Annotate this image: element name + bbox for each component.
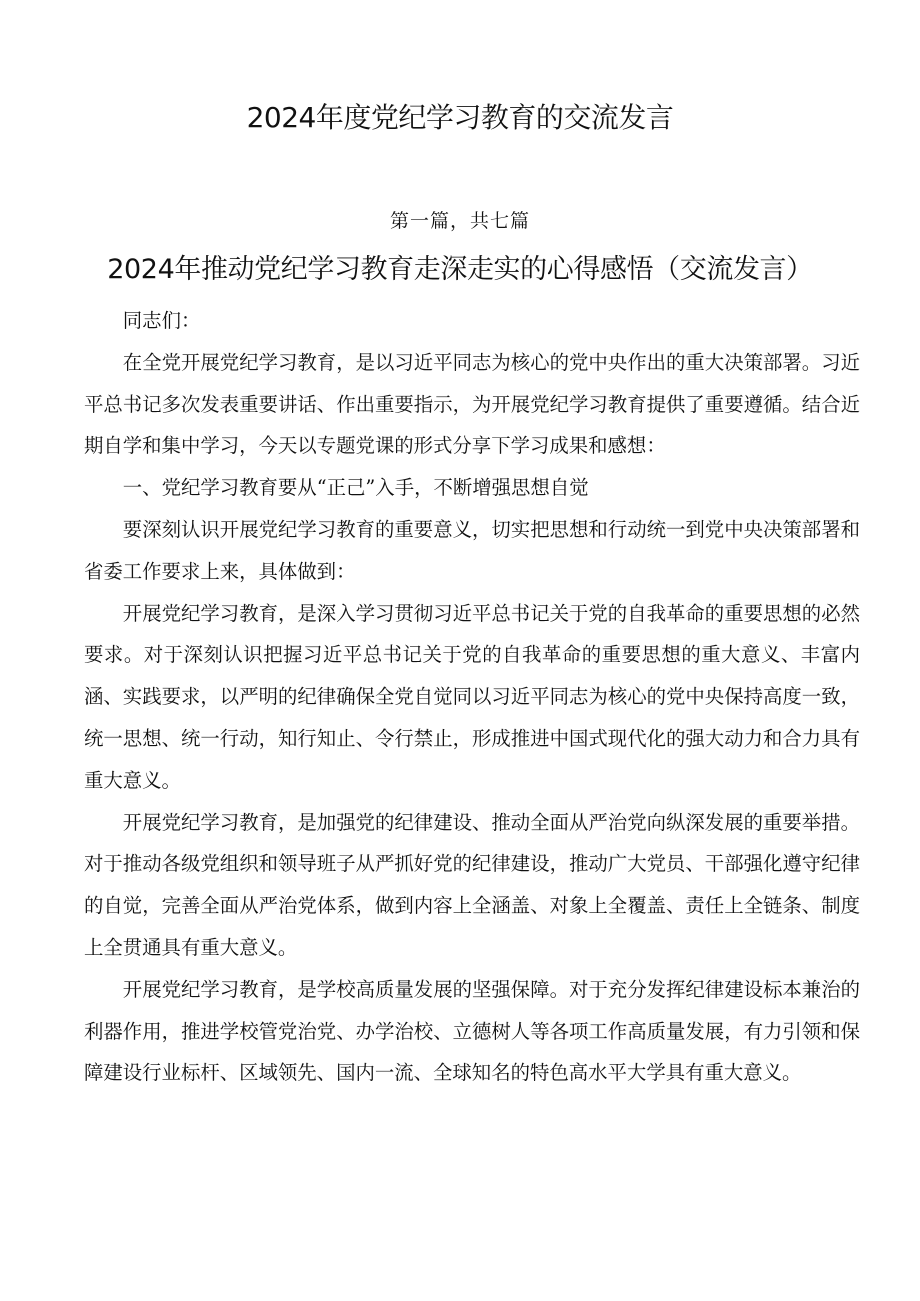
article-body [84,300,860,1094]
paragraph: 要深刻认识开展党纪学习教育的重要意义，切实把思想和行动统一到党中央决策部署和省委工作要求上来，具体做到： [84,517,860,583]
salutation: 同志们： [122,309,201,332]
paragraph: 开展党纪学习教育，是深入学习贯彻习近平总书记关于党的自我革命的重要思想的必然要求。对于深刻认识把握习近平总书记关于党的自我革命的重要思想的重大意义、丰富内涵、实践要求，以严明的纪律确保全党自觉同以习近平同志为核心的党中央保持高度一致，统一思想、统一行动，知行知止、令行禁止，形成推进中国式现代化的强大动力和合力具有重大意义。 [84,601,860,792]
paragraph: 开展党纪学习教育，是加强党的纪律建设、推动全面从严治党向纵深发展的重要举措。对于推动各级党组织和领导班子从严抓好党的纪律建设，推动广大党员、干部强化遵守纪律的自觉，完善全面从严治党体系，做到内容上全涵盖、对象上全覆盖、责任上全链条、制度上全贯通具有重大意义。 [84,810,860,959]
section-heading-1: 一、党纪学习教育要从“正己”入手，不断增强思想自觉 [122,476,589,500]
paragraph-intro: 在全党开展党纪学习教育，是以习近平同志为核心的党中央作出的重大决策部署。习近平总书记多次发表重要讲话、作出重要指示，为开展党纪学习教育提供了重要遵循。结合近期自学和集中学习，今天以专题党课的形式分享下学习成果和感想： [84,350,860,458]
document-title: 2024年度党纪学习教育的交流发言 [246,101,674,134]
chapter-label: 第一篇，共七篇 [389,210,530,232]
paragraph: 开展党纪学习教育，是学校高质量发展的坚强保障。对于充分发挥纪律建设标本兼治的利器作用，推进学校管党治党、办学治校、立德树人等各项工作高质量发展，有力引领和保障建设行业标杆、区域领先、国内一流、全球知名的特色高水平大学具有重大意义。 [84,977,860,1085]
article-title: 2024年推动党纪学习教育走深走实的心得感悟（交流发言） [107,254,813,285]
